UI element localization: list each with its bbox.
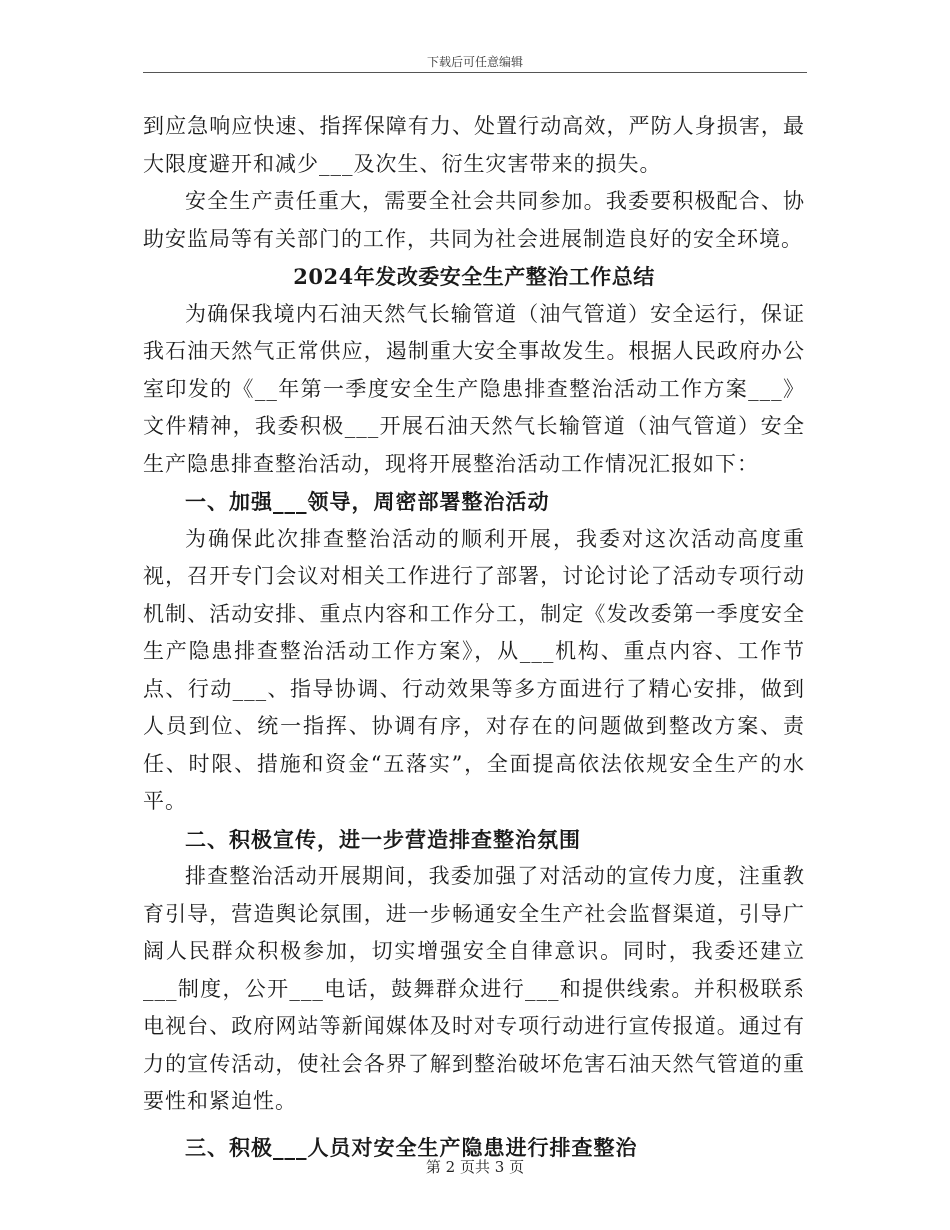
paragraph-section-2: 排查整治活动开展期间，我委加强了对活动的宣传力度，注重教育引导，营造舆论氛围，进一步畅通安全生产社会监督渠道，引导广阔人民群众积极参加，切实增强安全自律意识。同时，我委还建立___制度，公开___电话，鼓舞群众进行___和提供线索。并积极联系电视台、政府网站等新闻媒体及时对专项行动进行宣传报道。通过有力的宣传活动，使社会各界了解到整治破坏危害石油天然气管道的重要性和紧迫性。 [143,864,805,1113]
paragraph-continuation: 到应急响应快速、指挥保障有力、处置行动高效，严防人身损害，最大限度避开和减少___及次生、衍生灾害带来的损失。 [143,114,805,176]
header-divider [143,72,807,73]
section-heading-2: 二、积极宣传，进一步营造排查整治氛围 [185,826,581,852]
paragraph-responsibility: 安全生产责任重大，需要全社会共同参加。我委要积极配合、协助安监局等有关部门的工作，共同为社会进展制造良好的安全环境。 [143,189,805,251]
document-body [143,108,805,1166]
section-heading-1: 一、加强___领导，周密部署整治活动 [185,489,550,514]
paragraph-intro: 为确保我境内石油天然气长输管道（油气管道）安全运行，保证我石油天然气正常供应，遏制重大安全事故发生。根据人民政府办公室印发的《__年第一季度安全生产隐患排查整治活动工作方案___》文件精神，我委积极___开展石油天然气长输管道（油气管道）安全生产隐患排查整治活动，现将开展整治活动工作情况汇报如下： [143,301,805,476]
document-title: 2024年发改委安全生产整治工作总结 [293,264,655,289]
page-footer: 第 2 页共 3 页 [425,1158,525,1176]
page-header: 下载后可任意编辑 [426,55,523,69]
paragraph-section-1: 为确保此次排查整治活动的顺利开展，我委对这次活动高度重视，召开专门会议对相关工作进行了部署，讨论讨论了活动专项行动机制、活动安排、重点内容和工作分工，制定《发改委第一季度安全生产隐患排查整治活动工作方案》，从___机构、重点内容、工作节点、行动___、指导协调、行动效果等多方面进行了精心安排，做到人员到位、统一指挥、协调有序，对存在的问题做到整改方案、责任、时限、措施和资金“五落实”，全面提高依法依规安全生产的水平。 [143,526,805,813]
section-heading-3: 三、积极___人员对安全生产隐患进行排查整治 [185,1134,638,1160]
